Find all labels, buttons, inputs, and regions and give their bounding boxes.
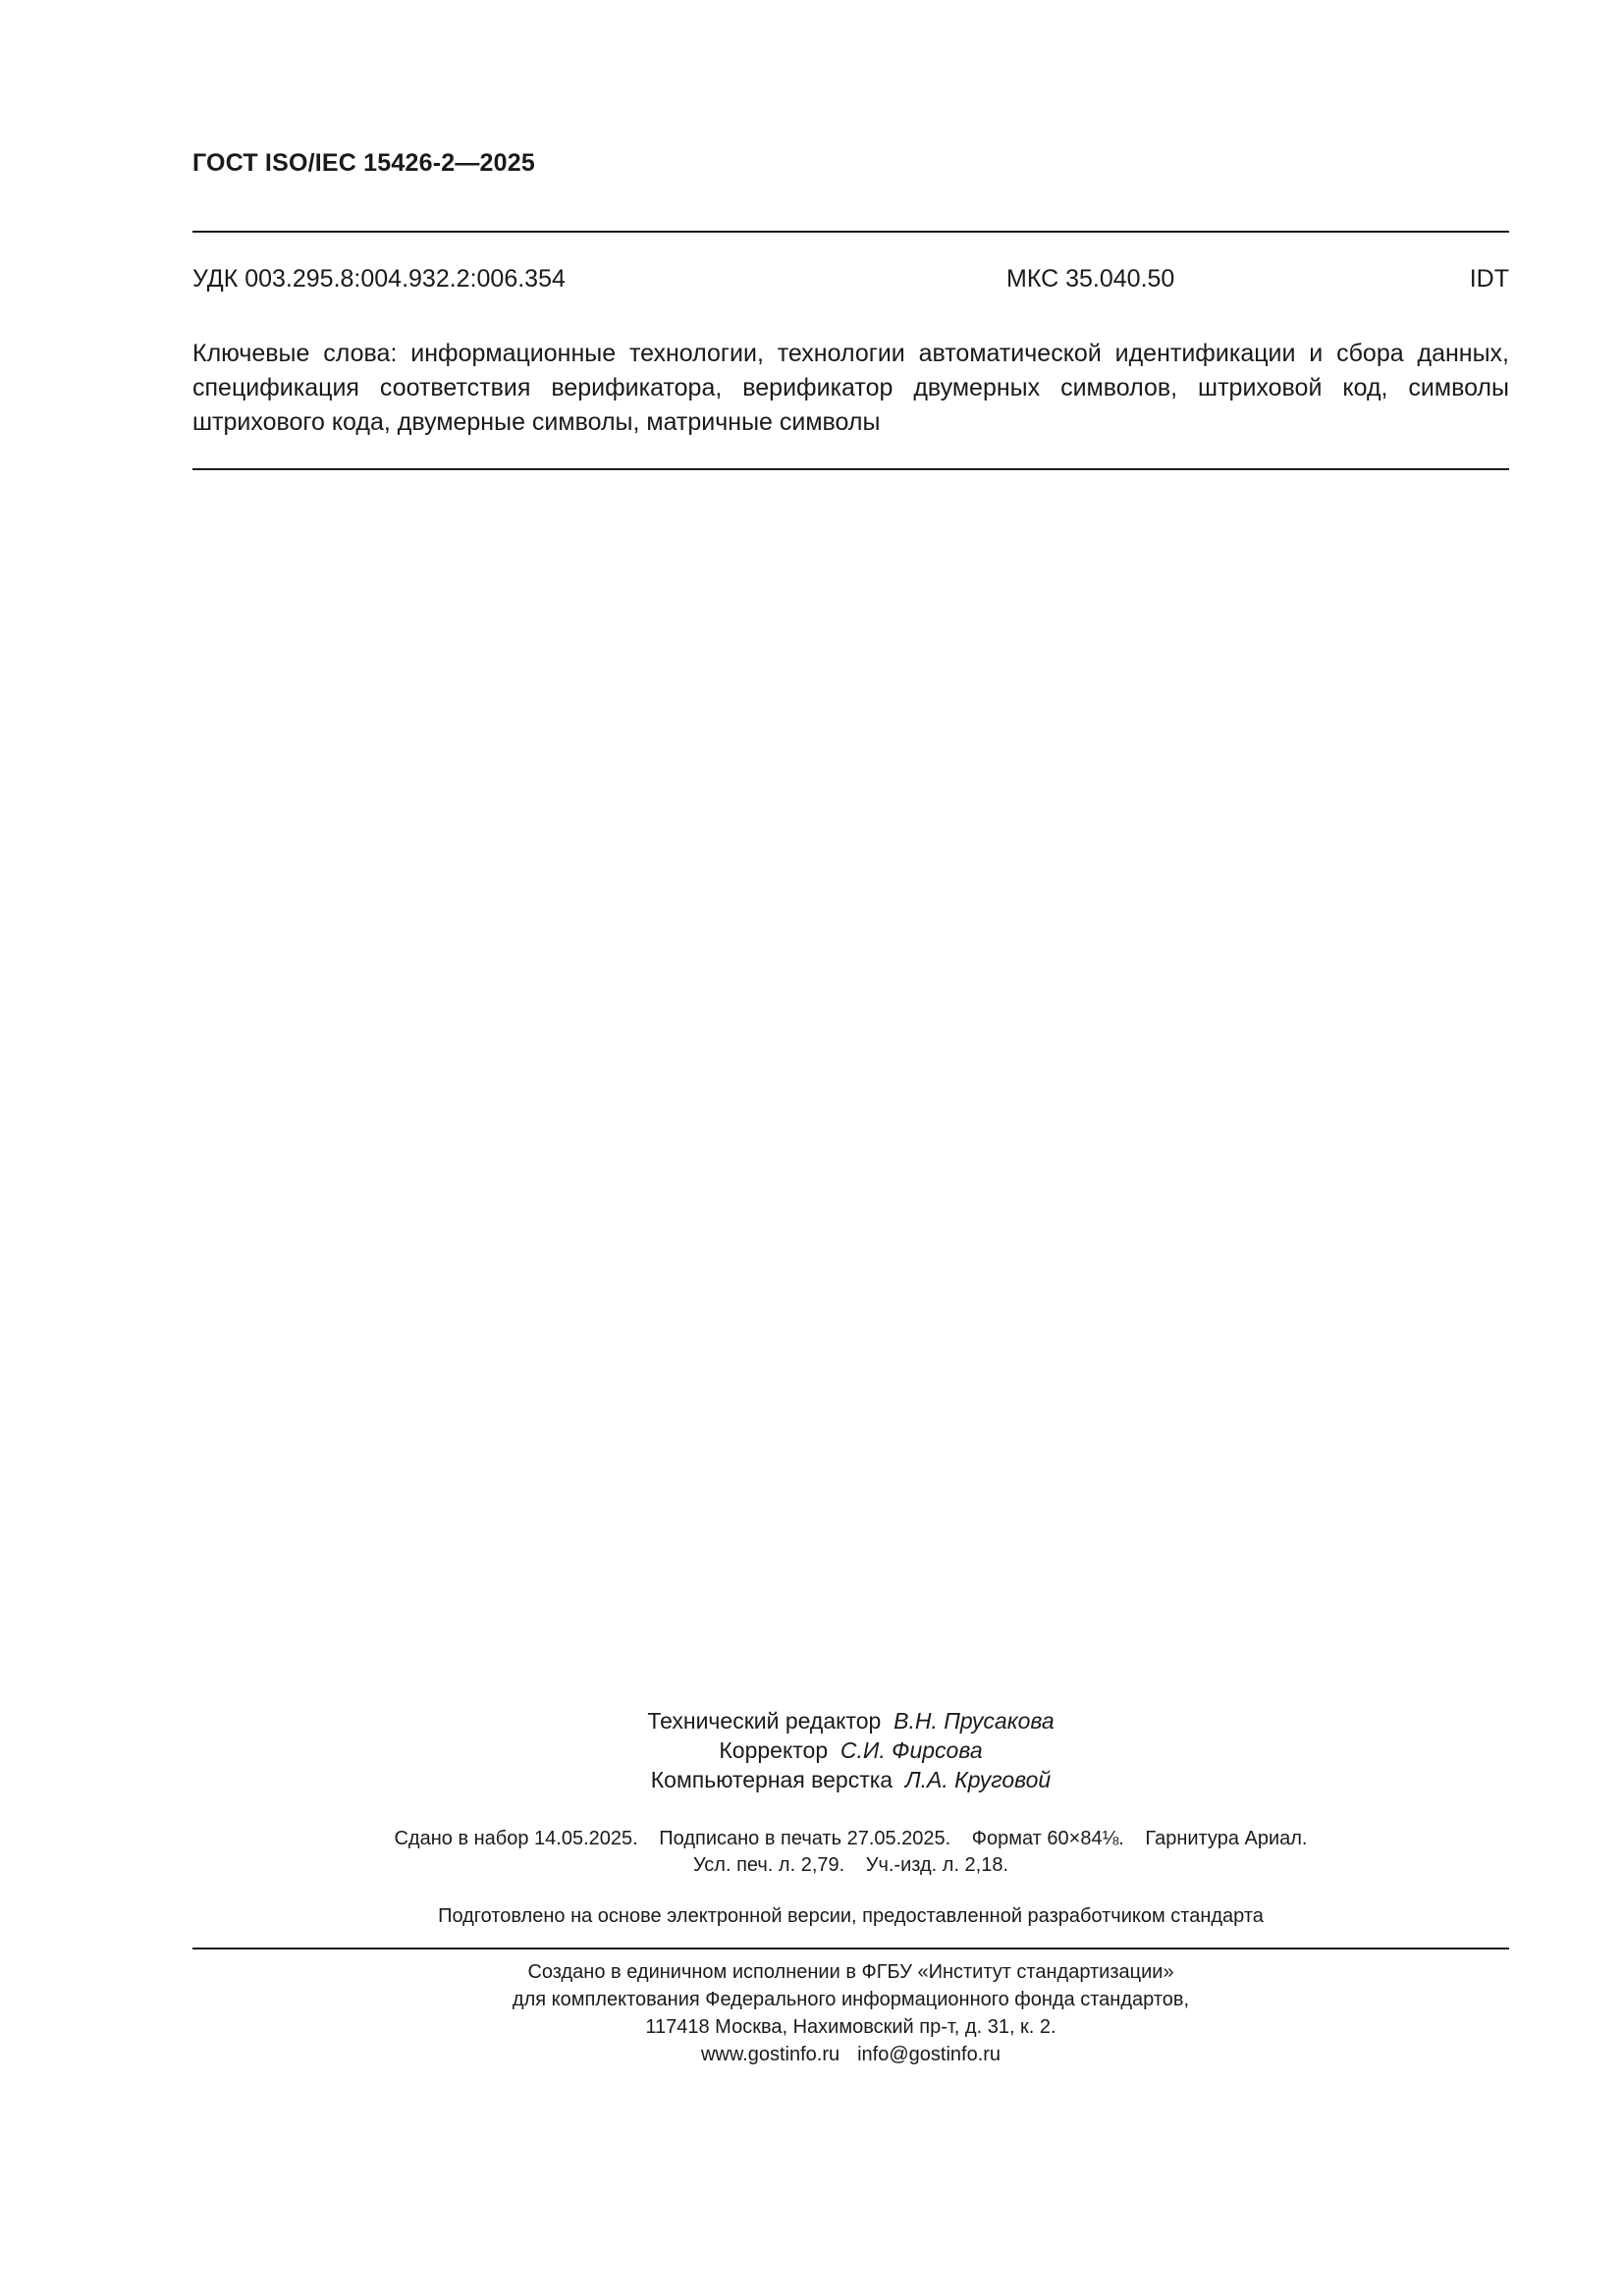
staff-role: Технический редактор xyxy=(647,1708,882,1734)
email-link[interactable]: info@gostinfo.ru xyxy=(857,2044,1001,2065)
staff-role: Корректор xyxy=(719,1737,829,1763)
staff-role: Компьютерная верстка xyxy=(650,1767,893,1792)
document-designation: ГОСТ ISO/IEC 15426-2—2025 xyxy=(192,149,535,177)
staff-line-corrector xyxy=(192,1735,1509,1765)
staff-name: С.И. Фирсова xyxy=(839,1737,983,1763)
publisher-info xyxy=(192,1958,1509,2068)
staff-line-layout xyxy=(192,1765,1509,1794)
publishing-sheets: Уч.-изд. л. 2,18. xyxy=(865,1854,1009,1876)
divider-middle xyxy=(192,468,1509,470)
publisher-line-2: для комплектования Федерального информационного фонда стандартов, xyxy=(512,1989,1190,2010)
divider-top xyxy=(192,231,1509,233)
staff-name: В.Н. Прусакова xyxy=(893,1708,1055,1734)
page-format: Формат 60×84⅛. xyxy=(971,1828,1124,1849)
staff-name: Л.А. Круговой xyxy=(904,1767,1052,1792)
keywords: Ключевые слова: информационные технологии, технологии автоматической идентификации и сбора данных, спецификация соответствия верификатора, верификатор двумерных символов, штриховой код, символы штрихового кода, двумерные символы, матричные символы xyxy=(192,340,1509,436)
print-details-line-2 xyxy=(192,1852,1509,1879)
print-details-line-1 xyxy=(192,1826,1509,1852)
printed-sheets: Усл. печ. л. 2,79. xyxy=(692,1854,845,1876)
typeface: Гарнитура Ариал. xyxy=(1145,1828,1308,1849)
udk-code: УДК 003.295.8:004.932.2:006.354 xyxy=(192,265,566,293)
editorial-staff xyxy=(192,1706,1509,1794)
publisher-line-1: Создано в единичном исполнении в ФГБУ «Институт стандартизации» xyxy=(527,1961,1174,1983)
mks-code: МКС 35.040.50 xyxy=(1006,265,1175,293)
website-link[interactable]: www.gostinfo.ru xyxy=(700,2044,840,2065)
divider-bottom xyxy=(192,1948,1509,1949)
publisher-contacts xyxy=(192,2041,1509,2068)
prepared-note: Подготовлено на основе электронной версии, предоставленной разработчиком стандарта xyxy=(438,1905,1264,1927)
classification-row xyxy=(192,265,1509,298)
staff-line-technical-editor xyxy=(192,1706,1509,1735)
print-details xyxy=(192,1826,1509,1879)
signed-date: Подписано в печать 27.05.2025. xyxy=(659,1828,951,1849)
correspondence-degree: IDT xyxy=(1469,265,1509,293)
publisher-address: 117418 Москва, Нахимовский пр-т, д. 31, к. 2. xyxy=(645,2016,1056,2038)
typeset-date: Сдано в набор 14.05.2025. xyxy=(394,1828,638,1849)
